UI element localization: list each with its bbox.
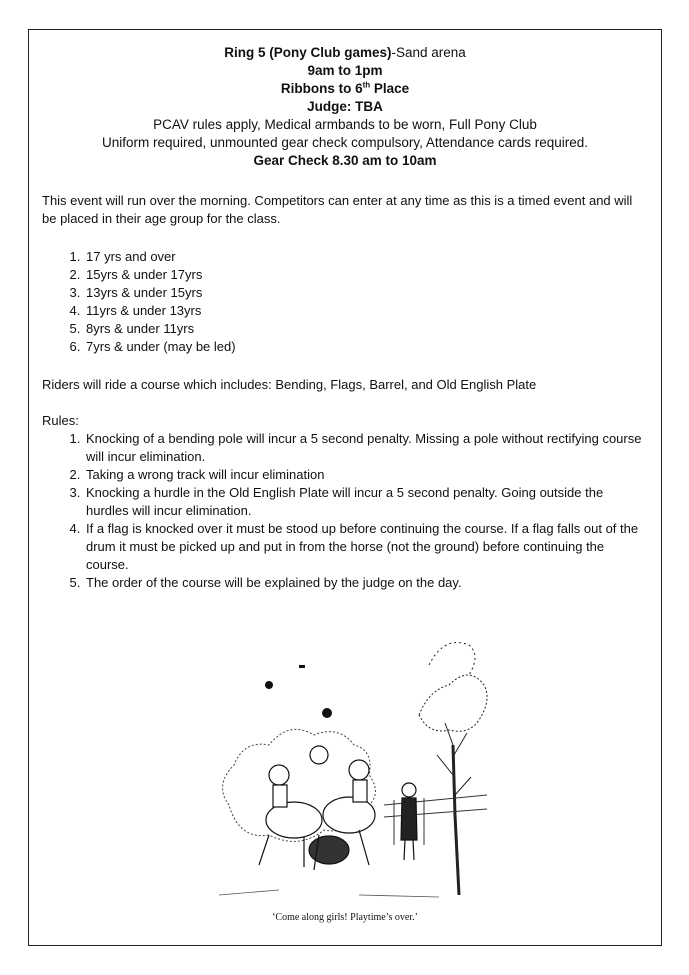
ponies-sketch xyxy=(259,746,375,870)
list-item: 3. Knocking a hurdle in the Old English Plate will incur a 5 second penalty. Going outside the hurdles will incur elimination. xyxy=(84,484,647,520)
list-item: 4. If a flag is knocked over it must be stood up before continuing the course. If a flag falls out of the drum it must be picked up and put in from the horse (not the ground) before continuing the course. xyxy=(84,520,647,574)
fence-sketch xyxy=(384,795,487,845)
page-border xyxy=(28,29,662,946)
event-header xyxy=(29,44,661,170)
course-description: Riders will ride a course which includes: Bending, Flags, Barrel, and Old English Plate xyxy=(42,377,537,392)
ribbons-sup: th xyxy=(362,80,371,90)
rules-line-1: PCAV rules apply, Medical armbands to be worn, Full Pony Club xyxy=(153,117,537,132)
list-item: 1. Knocking of a bending pole will incur a 5 second penalty. Missing a pole without rectifying course will incur elimination. xyxy=(84,430,647,466)
list-item: 2. 15yrs & under 17yrs xyxy=(84,266,647,284)
intro-paragraph: This event will run over the morning. Competitors can enter at any time as this is a timed event and will be placed in their age group for the class. xyxy=(42,193,633,226)
tree-sketch xyxy=(419,643,487,896)
ground-marks xyxy=(219,890,439,897)
rules-heading: Rules: xyxy=(42,413,79,428)
ring-title xyxy=(29,44,661,62)
list-item: 1. 17 yrs and over xyxy=(84,248,647,266)
age-group-list-wrap xyxy=(42,248,647,356)
gear-check: Gear Check 8.30 am to 10am xyxy=(253,153,437,168)
list-item: 4. 11yrs & under 13yrs xyxy=(84,302,647,320)
list-item: 6. 7yrs & under (may be led) xyxy=(84,338,647,356)
rules-list-wrap xyxy=(42,430,647,592)
list-item: 2. Taking a wrong track will incur elimination xyxy=(84,466,647,484)
ribbons-line xyxy=(29,80,661,98)
flying-objects xyxy=(265,665,332,718)
ribbons-suffix: Place xyxy=(370,81,410,96)
rules-list xyxy=(42,430,647,592)
list-item: 5. 8yrs & under 11yrs xyxy=(84,320,647,338)
list-item: 3. 13yrs & under 15yrs xyxy=(84,284,647,302)
age-group-list xyxy=(42,248,647,356)
event-time: 9am to 1pm xyxy=(307,63,383,78)
ring-title-rest: -Sand arena xyxy=(391,45,466,60)
judge-figure xyxy=(401,783,417,860)
illustration-caption: ‘Come along girls! Playtime’s over.’ xyxy=(272,912,418,923)
ring-title-bold: Ring 5 (Pony Club games) xyxy=(224,45,392,60)
list-item: 5. The order of the course will be explained by the judge on the day. xyxy=(84,574,647,592)
pony-illustration xyxy=(209,605,489,905)
rules-line-2: Uniform required, unmounted gear check compulsory, Attendance cards required. xyxy=(101,135,588,150)
ribbons-prefix: Ribbons to 6 xyxy=(280,81,363,96)
judge-line: Judge: TBA xyxy=(307,99,383,114)
